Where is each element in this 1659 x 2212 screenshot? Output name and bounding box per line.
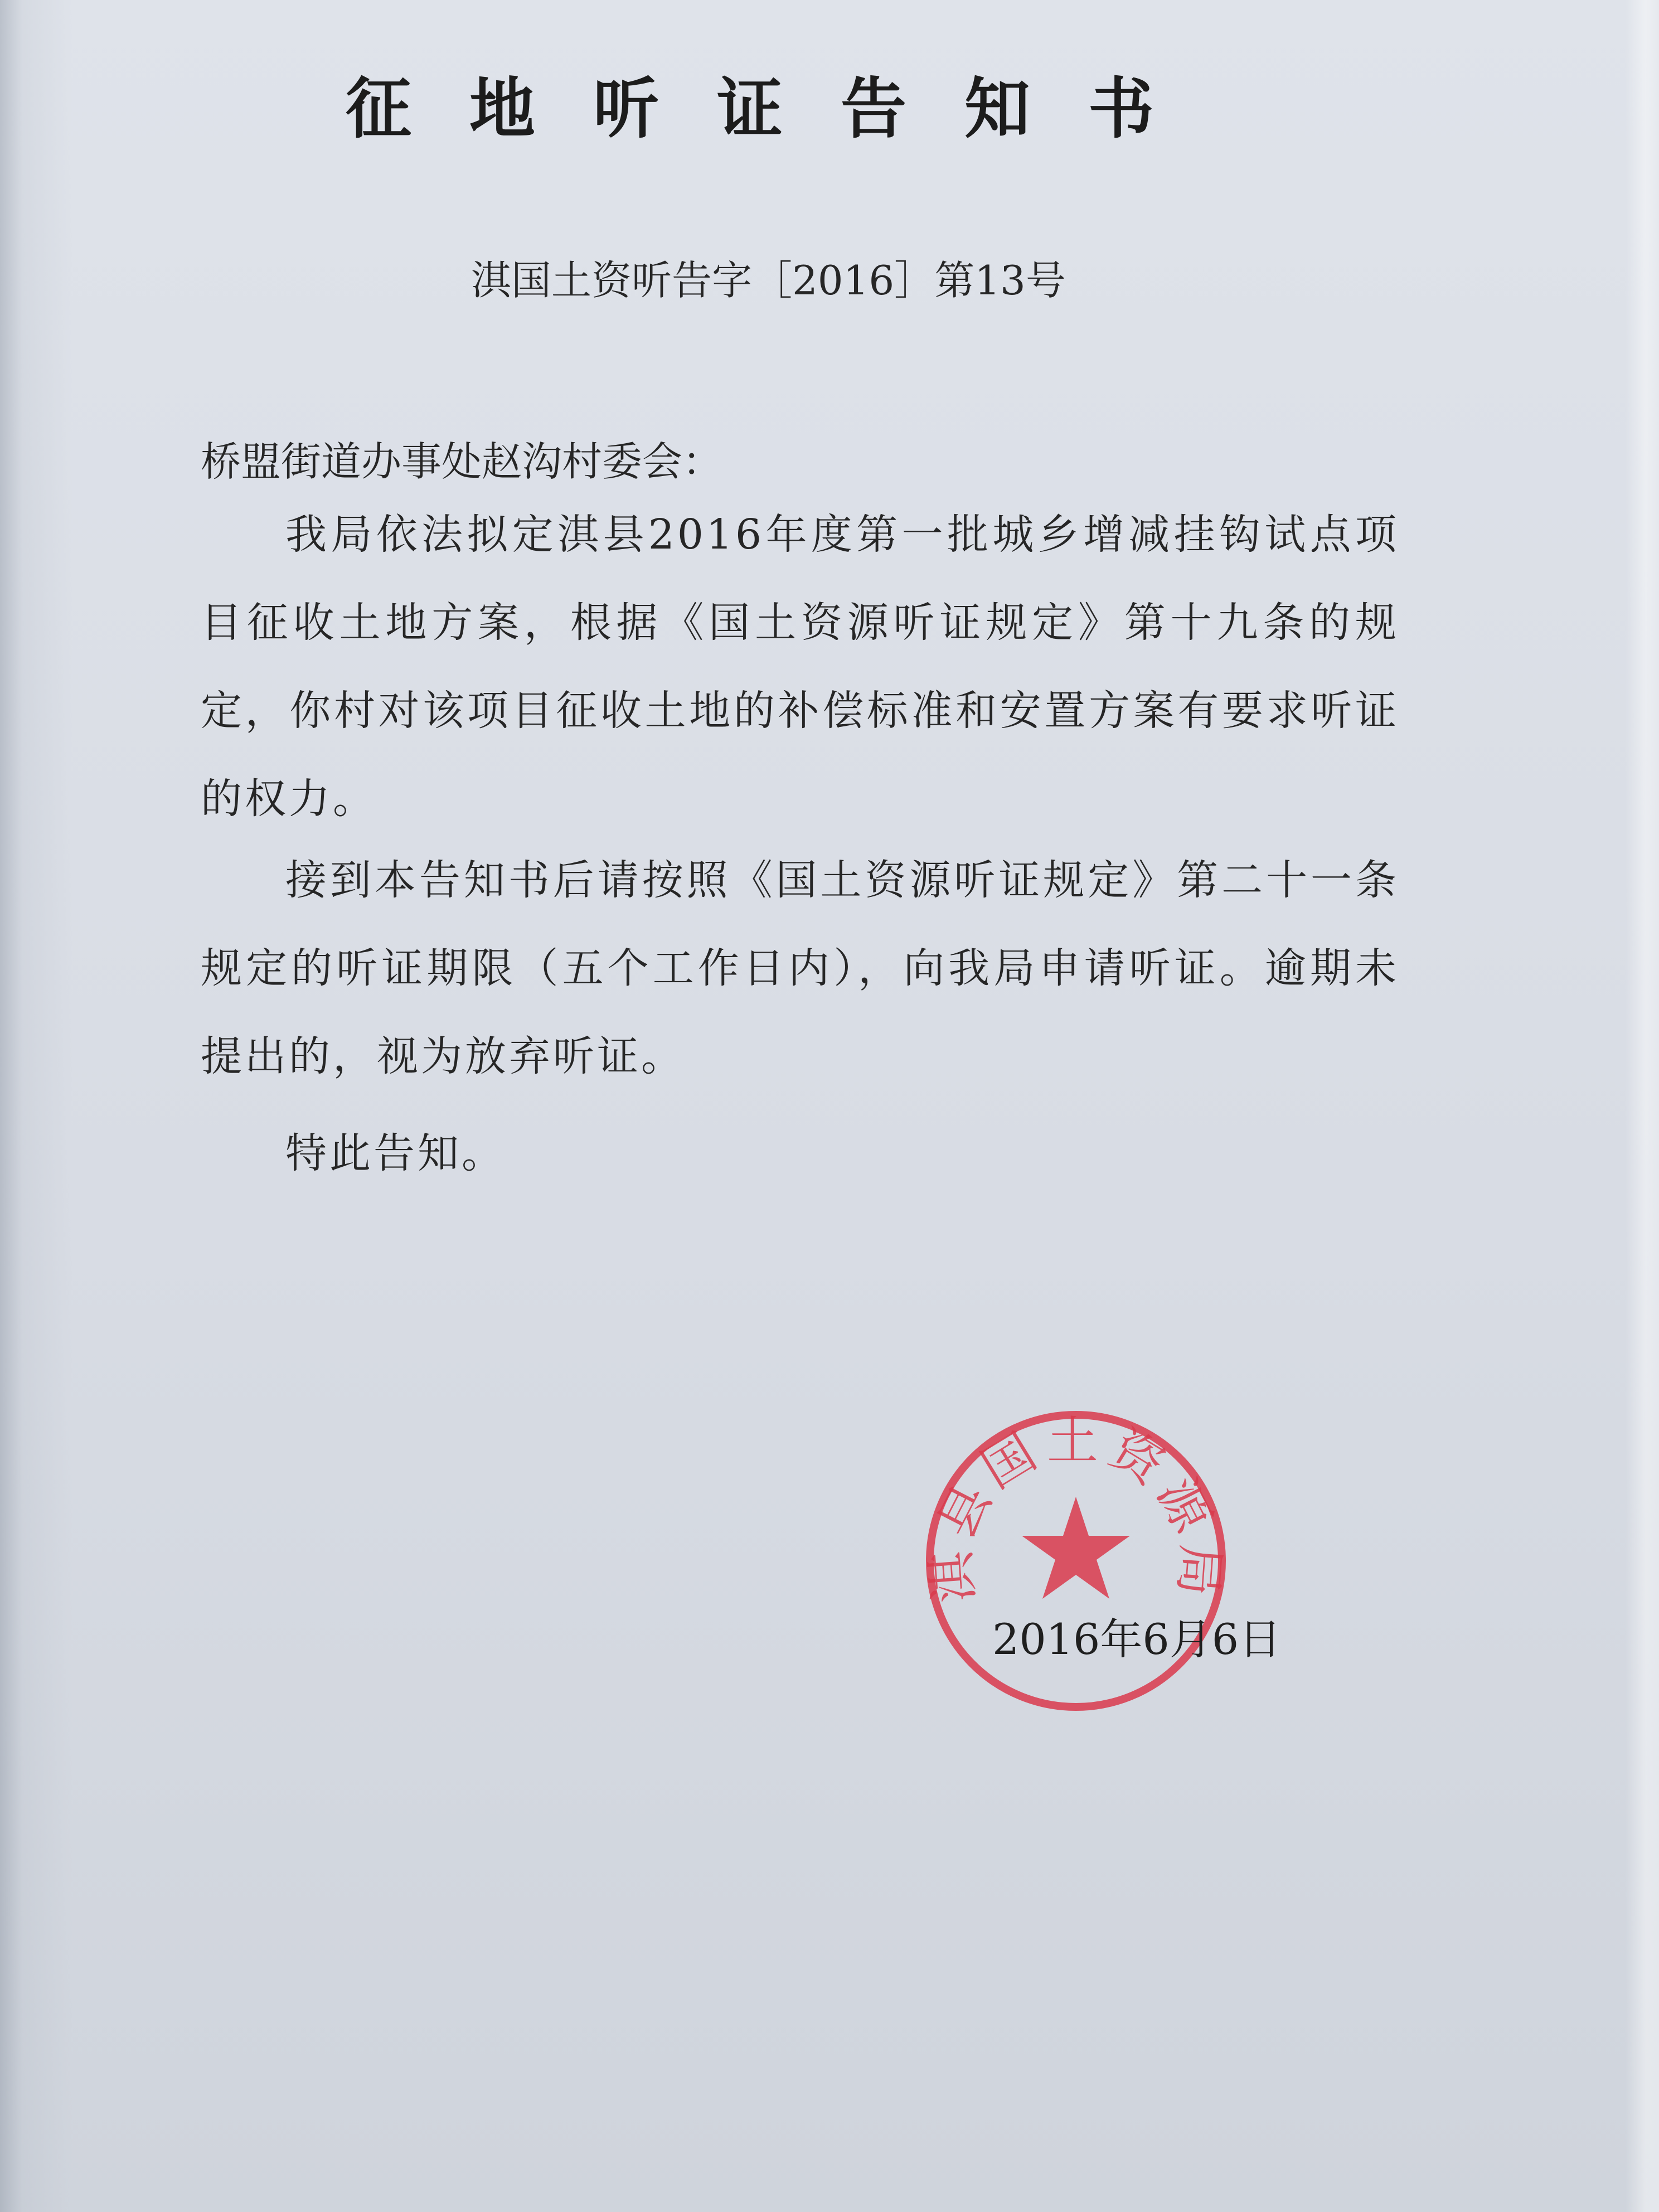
- body-paragraph-2: 接到本告知书后请按照《国土资源听证规定》第二十一条规定的听证期限（五个工作日内），向我局申请听证。逾期未提出的，视为放弃听证。: [201, 856, 1399, 1080]
- page-edge: [1626, 0, 1659, 2212]
- official-seal: [920, 1405, 1232, 1717]
- addressee: 桥盟街道办事处赵沟村委会：: [201, 438, 723, 485]
- document-title: 征地听证告知书: [346, 70, 1212, 147]
- body-paragraph-closing: 特此告知。: [285, 1129, 506, 1177]
- body-paragraph-1: 我局依法拟定淇县2016年度第一批城乡增减挂钩试点项目征收土地方案，根据《国土资源听证规定》第十九条的规定，你村对该项目征收土地的补偿标准和安置方案有要求听证的权力。: [201, 511, 1399, 823]
- document-number: 淇国土资听告字［2016］第13号: [471, 257, 1066, 304]
- issue-date: 2016年6月6日: [992, 1614, 1282, 1664]
- seal-text: 淇县国土资源局: [920, 1411, 1231, 1605]
- star-icon: [1022, 1497, 1130, 1599]
